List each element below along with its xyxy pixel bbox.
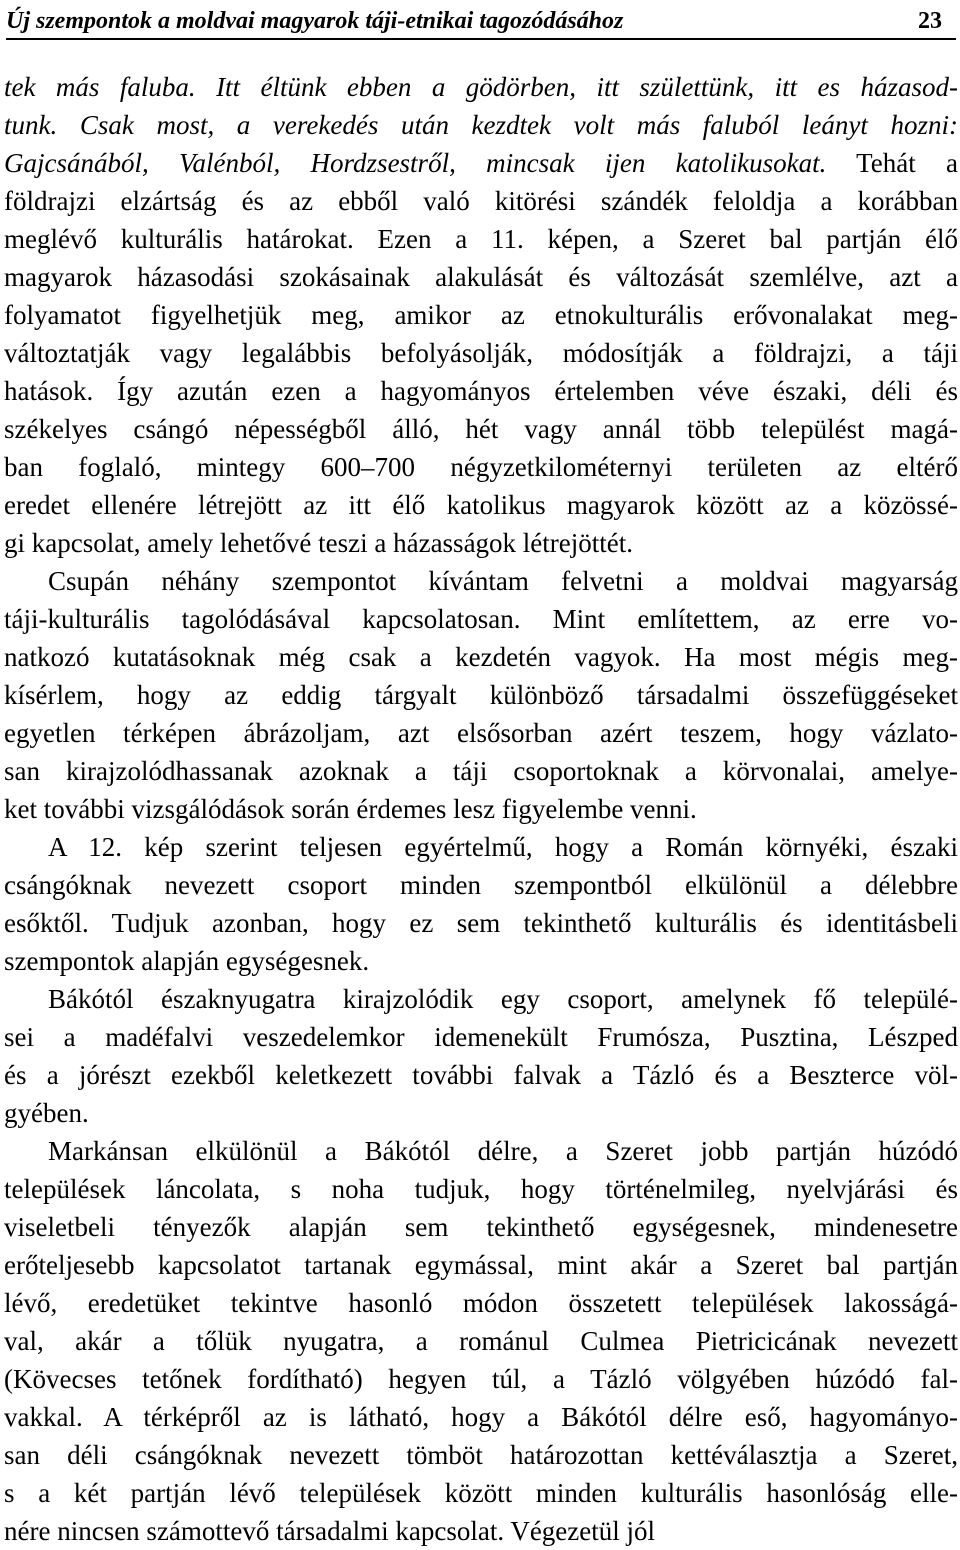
paragraph-start: Bákótól északnyugatra kirajzolódik egy csoport, amelynek fő települé- bbox=[48, 984, 958, 1014]
text-line: meglévő kulturális határokat. Ezen a 11. képen, a Szeret bal partján élő bbox=[4, 224, 958, 254]
text-line: viseletbeli tényezők alapján sem tekinthető egységesnek, mindenesetre bbox=[4, 1212, 958, 1242]
text-line: gyében. bbox=[4, 1098, 89, 1128]
text-line: földrajzi elzártság és az ebből való kitörési szándék feloldja a korábban bbox=[4, 186, 958, 216]
text-line: val, akár a tőlük nyugatra, a románul Culmea Pietricicának nevezett bbox=[4, 1326, 958, 1356]
text-line: natkozó kutatásoknak még csak a kezdetén vagyok. Ha most mégis meg- bbox=[4, 642, 958, 672]
text-line: nére nincsen számottevő társadalmi kapcsolat. Végezetül jól bbox=[4, 1516, 656, 1546]
text-line: san déli csángóknak nevezett tömböt határozottan kettéválasztja a Szeret, bbox=[4, 1440, 958, 1470]
header-title: Új szempontok a moldvai magyarok táji-etnikai tagozódásához bbox=[6, 8, 624, 34]
text-line: folyamatot figyelhetjük meg, amikor az etnokulturális erővonalakat meg- bbox=[4, 300, 958, 330]
text-line: sei a madéfalvi veszedelemkor idemenekült Frumósza, Pusztina, Lészped bbox=[4, 1022, 958, 1052]
body-text bbox=[4, 68, 958, 1550]
text-line: hatások. Így azután ezen a hagyományos értelemben véve északi, déli és bbox=[4, 376, 958, 406]
running-header bbox=[6, 6, 956, 40]
text-line: tunk. Csak most, a verekedés után kezdtek volt más faluból leányt hozni: bbox=[4, 110, 958, 140]
quote-end: Gajcsánából, Valénból, Hordzsestről, mincsak ijen katolikusokat. bbox=[4, 148, 827, 178]
text-line: és a jórészt ezekből keletkezett további falvak a Tázló és a Beszterce völ- bbox=[4, 1060, 958, 1090]
text-line: vakkal. A térképről az is látható, hogy a Bákótól délre eső, hagyományo- bbox=[4, 1402, 958, 1432]
text-line: szempontok alapján egységesnek. bbox=[4, 946, 370, 976]
sentence-start: Tehát a bbox=[826, 148, 958, 178]
text-line: san kirajzolódhassanak azoknak a táji csoportoknak a körvonalai, amelye- bbox=[4, 756, 958, 786]
text-line: csángóknak nevezett csoport minden szempontból elkülönül a délebbre bbox=[4, 870, 958, 900]
text-line bbox=[4, 144, 958, 182]
paragraph-start: Csupán néhány szempontot kívántam felvetni a moldvai magyarság bbox=[48, 566, 958, 596]
text-line: gi kapcsolat, amely lehetővé teszi a házasságok létrejöttét. bbox=[4, 528, 634, 558]
text-line: kísérlem, hogy az eddig tárgyalt különböző társadalmi összefüggéseket bbox=[4, 680, 958, 710]
paragraph-start: A 12. kép szerint teljesen egyértelmű, hogy a Román környéki, északi bbox=[48, 832, 958, 862]
text-line: erőteljesebb kapcsolatot tartanak egymással, mint akár a Szeret bal partján bbox=[4, 1250, 958, 1280]
text-line: változtatják vagy legalábbis befolyásolják, módosítják a földrajzi, a táji bbox=[4, 338, 958, 368]
text-line: települések láncolata, s noha tudjuk, hogy történelmileg, nyelvjárási és bbox=[4, 1174, 958, 1204]
text-line: esőktől. Tudjuk azonban, hogy ez sem tekinthető kulturális és identitásbeli bbox=[4, 908, 958, 938]
text-line: magyarok házasodási szokásainak alakulását és változását szemlélve, azt a bbox=[4, 262, 958, 292]
page-number: 23 bbox=[918, 8, 942, 34]
text-line: s a két partján lévő települések között minden kulturális hasonlóság elle- bbox=[4, 1478, 958, 1508]
text-line: eredet ellenére létrejött az itt élő katolikus magyarok között az a közössé- bbox=[4, 490, 958, 520]
text-line: lévő, eredetüket tekintve hasonló módon összetett települések lakosságá- bbox=[4, 1288, 958, 1318]
text-line: táji-kulturális tagolódásával kapcsolatosan. Mint említettem, az erre vo- bbox=[4, 604, 958, 634]
text-line: székelyes csángó népességből álló, hét vagy annál több települést magá- bbox=[4, 414, 958, 444]
text-line: egyetlen térképen ábrázoljam, azt elsősorban azért teszem, hogy vázlato- bbox=[4, 718, 958, 748]
text-line: ban foglaló, mintegy 600–700 négyzetkilométernyi területen az eltérő bbox=[4, 452, 958, 482]
paragraph-start: Markánsan elkülönül a Bákótól délre, a Szeret jobb partján húzódó bbox=[48, 1136, 958, 1166]
text-line: (Kövecses tetőnek fordítható) hegyen túl, a Tázló völgyében húzódó fal- bbox=[4, 1364, 958, 1394]
text-line: ket további vizsgálódások során érdemes lesz figyelembe venni. bbox=[4, 794, 697, 824]
text-line: tek más faluba. Itt éltünk ebben a gödörben, itt születtünk, itt es házasod- bbox=[4, 72, 958, 102]
